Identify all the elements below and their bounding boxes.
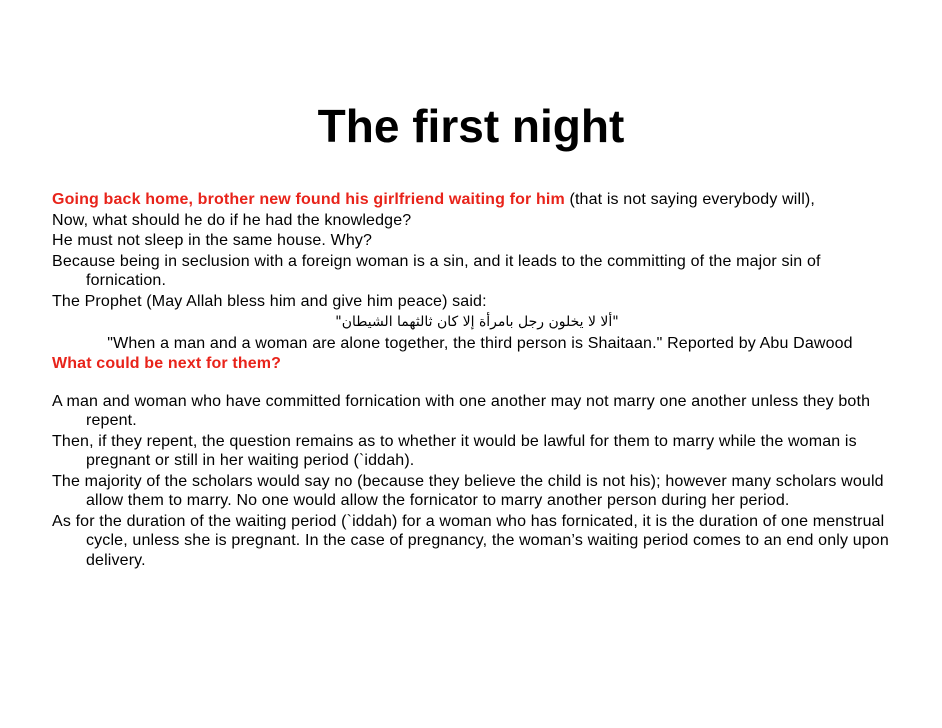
paragraph-intro	[52, 190, 902, 210]
subheading-question: What could be next for them?	[52, 355, 282, 372]
paragraph-majority: The majority of the scholars would say no (because they believe the child is not his); however many scholars would allow them to marry. No one would allow the fornicator to marry another person during her period.	[52, 472, 884, 509]
slide-body	[52, 190, 902, 571]
paragraph-iddah: As for the duration of the waiting period (`iddah) for a woman who has fornicated, it is the duration of one menstrual cycle, unless she is pregnant. In the case of pregnancy, the woman’s waiting period comes to an end only upon delivery.	[52, 512, 889, 569]
paragraph-reason: Because being in seclusion with a foreign woman is a sin, and it leads to the committing of the major sin of fornication.	[52, 252, 821, 289]
paragraph-repent: A man and woman who have committed fornication with one another may not marry one another unless they both repent.	[52, 392, 871, 429]
intro-rest: (that is not saying everybody will),	[564, 191, 815, 208]
paragraph-prophet-said: The Prophet (May Allah bless him and give him peace) said:	[52, 292, 487, 310]
spacer	[52, 375, 902, 392]
slide-title: The first night	[317, 100, 625, 152]
paragraph-question-knowledge: Now, what should he do if he had the knowledge?	[52, 211, 412, 229]
arabic-quote: "ألا لا يخلون رجل بامرأة إلا كان ثالثهما الشيطان"	[335, 314, 619, 330]
arabic-quote-line	[52, 312, 902, 333]
paragraph-answer: He must not sleep in the same house. Why?	[52, 232, 373, 249]
intro-highlight: Going back home, brother new found his girlfriend waiting for him	[52, 191, 565, 208]
paragraph-lawful: Then, if they repent, the question remains as to whether it would be lawful for them to marry while the woman is pregnant or still in her waiting period (`iddah).	[52, 432, 857, 469]
hadith-translation: "When a man and a woman are alone together, the third person is Shaitaan." Reported by Abu Dawood	[107, 334, 853, 352]
